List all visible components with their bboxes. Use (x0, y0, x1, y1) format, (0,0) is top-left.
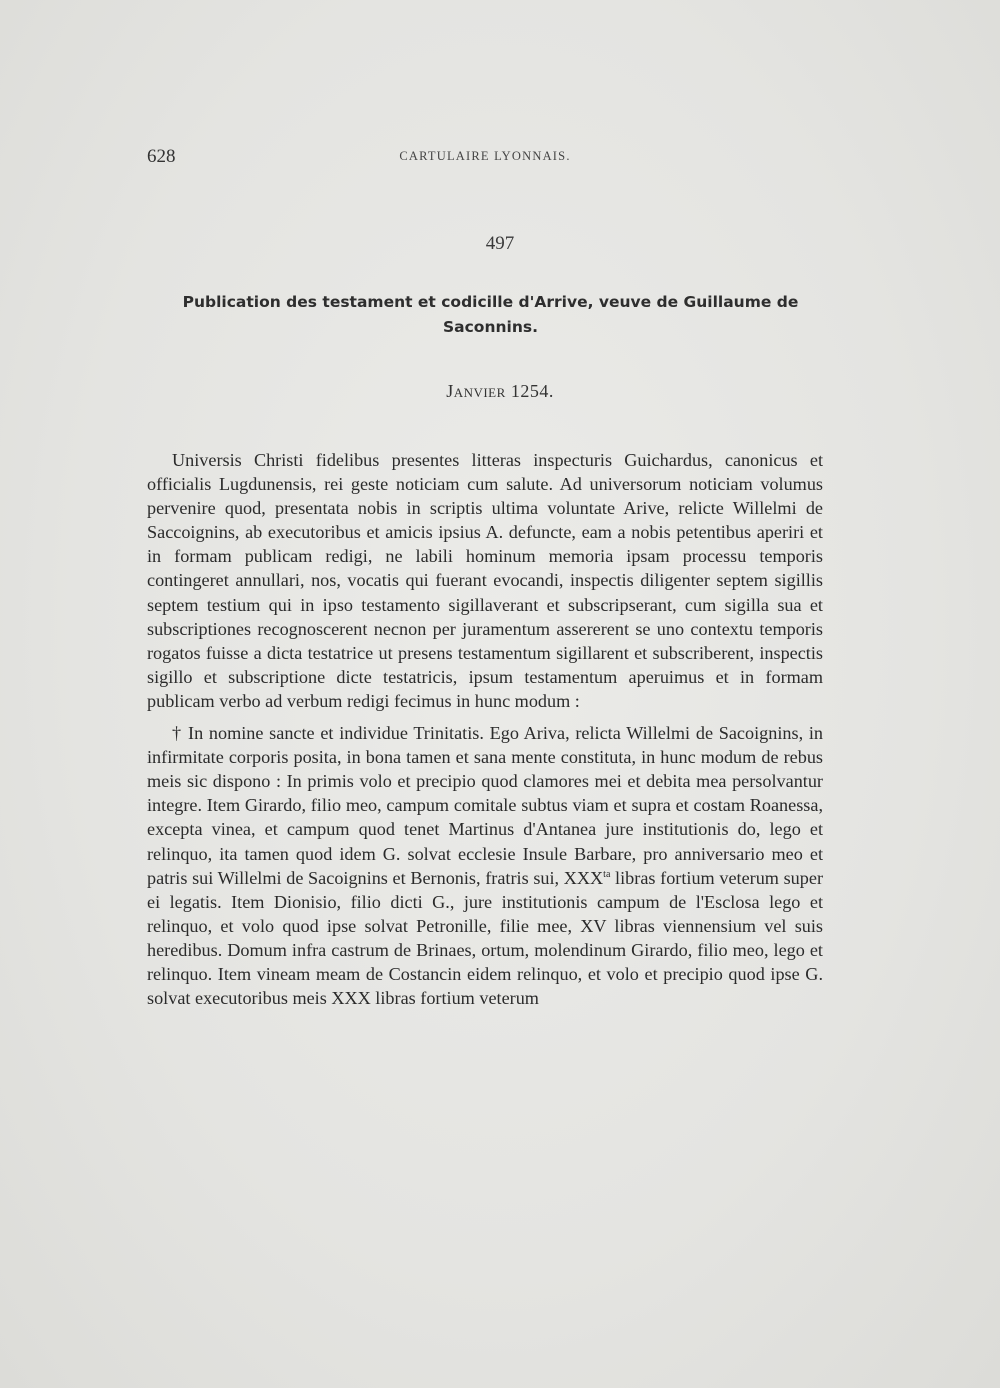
paragraph-testament (147, 721, 823, 1010)
running-head (147, 146, 823, 170)
document-title: Publication des testament et codicille d'Arrive, veuve de Guillaume de Saconnins. (182, 293, 799, 336)
superscript-ta: ta (603, 868, 611, 880)
running-title: CARTULAIRE LYONNAIS. (399, 149, 571, 163)
page-number: 628 (147, 146, 176, 167)
document-number: 497 (485, 233, 515, 254)
testament-text-start: † In nomine sancte et individue Trinitatis. Ego Ariva, relicta Willelmi de Sacoignins, in infirmitate corporis posita, in bona tamen et sana mente constituta, in hunc modum de rebus meis sic dispono : In primis volo et precipio quod clamores mei et debita mea persolvantur integre. Item Girardo, filio meo, campum comitale subtus viam et supra et costam Roanessa, excepta vinea, et campum quod tenet Martinus d'Antanea jure institutionis do, lego et relinquo, ita tamen quod idem G. solvat ecclesie Insule Barbare, pro anniversario meo et patris sui Willelmi de Sacoignins et Bernonis, fratris sui, XXX (147, 723, 823, 888)
document-date (0, 381, 1000, 402)
testament-text-end: libras fortium veterum super ei legatis. Item Dionisio, filio dicti G., jure institutionis campum de l'Esclosa lego et relinquo, et volo quod ipse solvat Petronille, filie mee, XV libras viennensium vel suis heredibus. Domum infra castrum de Brinaes, ortum, molendinum Girardo, filio meo, lego et relinquo. Item vineam meam de Costancin eidem relinquo, et volo et precipio quod ipse G. solvat executoribus meis XXX libras fortium veterum (147, 867, 824, 1009)
paragraph-preamble: Universis Christi fidelibus presentes litteras inspecturis Guichardus, canonicus et officialis Lugdunensis, rei geste noticiam cum salute. Ad universorum noticiam volumus pervenire quod, presentata nobis in scriptis ultima voluntate Arive, relicte Willelmi de Saccoignins, ab executoribus et amicis ipsius A. defuncte, eam a nobis petentibus aperiri et in formam publicam redigi, ne labili hominum memoria ipsam processu temporis contingeret annullari, nos, vocatis qui fuerant evocandi, inspectis diligenter septem sigillis septem testium qui in ipso testamento sigillaverant et subscripserant, cum sigilla sua et subscriptiones recognoscerent necnon per juramentum assererent se uno contextu temporis rogatos fuisse a dicta testatrice ut presens testamentum sigillarent et subscriberent, inspectis sigillo et subscriptione dicte testatricis, ipsum testamentum aperuimus et in formam publicam verbo ad verbum redigi fecimus in hunc modum : (147, 450, 823, 711)
date-year: 1254. (510, 381, 554, 401)
date-month: Janvier (446, 381, 506, 401)
body-text (147, 448, 823, 1018)
